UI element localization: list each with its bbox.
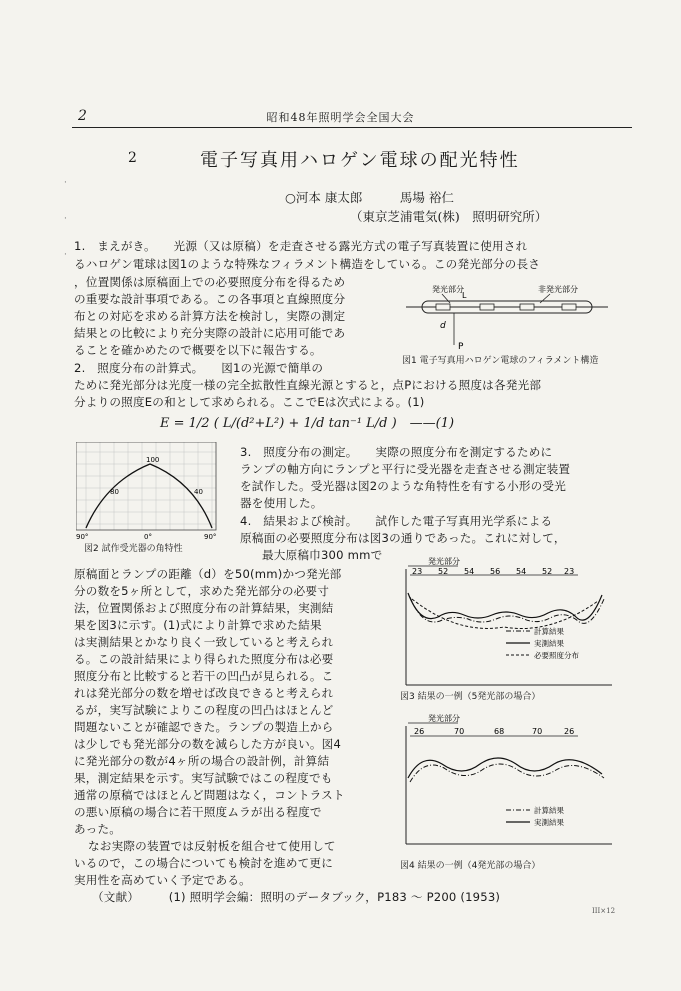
fig2-value-label: 40: [194, 488, 203, 496]
text-line: 分よりの照度Eの和として求められる。ここでEは次式による。(1): [74, 395, 425, 409]
text-line: 2. 照度分布の計算式。 図1の光源で簡単の: [74, 361, 324, 375]
figure-4: [398, 712, 620, 848]
text-line: ランプの軸方向にランプと平行に受光器を走査させる測定装置: [240, 462, 571, 476]
text-line: 器を使用した。: [240, 496, 323, 510]
text-line: 1. まえがき。 光源（又は原稿）を走査させる露光方式の電子写真装置に使用され: [74, 239, 528, 253]
fig4-legend-item: 実測結果: [534, 818, 564, 827]
fig4-segment-label: 26: [564, 727, 575, 736]
fig3-segment-label: 56: [490, 567, 501, 576]
fig3-segment-label: 54: [464, 567, 475, 576]
fig3-segment-label: 23: [412, 567, 423, 576]
leader-line: [442, 294, 450, 303]
fig1-d-label: d: [440, 321, 446, 331]
fig4-segment-label: 26: [414, 727, 425, 736]
references: （文献） (1) 照明学会編：照明のデータブック，P183 〜 P200 (1953): [92, 890, 501, 904]
text-line: 分の数を5ヶ所として，求めた発光部分の必要寸: [74, 584, 330, 598]
fig4-top-label: 発光部分: [428, 714, 460, 723]
filament-coil: [562, 304, 576, 310]
text-line: は実測結果とかなり良く一致していると考えられ: [74, 635, 334, 649]
fig4-measured-curve: [410, 764, 604, 782]
angular-response-curve: [86, 464, 212, 528]
text-line: 原稿面の必要照度分布は図3の通りであった。これに対して，: [240, 531, 566, 545]
paper-title: 電子写真用ハロゲン電球の配光特性: [200, 150, 520, 171]
margin-mark: ·: [64, 178, 67, 188]
text-line: るが，実写試験によりこの程度の凹凸はほとんど: [74, 703, 334, 717]
text-line: れは発光部分の数を増せば改良できると考えられ: [74, 686, 334, 700]
authors: ○河本 康太郎 馬場 裕仁: [285, 190, 454, 205]
text-line: 最大原稿巾300 mmで: [262, 548, 383, 562]
text-line: 3. 照度分布の測定。 実際の照度分布を測定するために: [240, 445, 553, 459]
text-line: 4. 結果および検討。 試作した電子写真用光学系による: [240, 514, 553, 528]
leader-line: [540, 294, 550, 303]
text-line: 原稿面とランプの距離（d）を50(mm)かつ発光部: [74, 567, 342, 581]
fig3-legend-item: 実測結果: [534, 639, 564, 648]
fig2-tick-label: 0°: [144, 533, 152, 541]
text-line: 照度分布と比較すると若干の凹凸が見られる。こ: [74, 669, 334, 683]
figure-1: [400, 283, 610, 353]
text-line: るハロゲン電球は図1のような特殊なフィラメント構造をしている。この発光部分の長さ: [74, 257, 541, 271]
text-line: 果，測定結果を示す。実写試験ではこの程度でも: [74, 771, 333, 785]
conference-title: 昭和48年照明学会全国大会: [266, 111, 415, 124]
text-line: に発光部分の数が4ヶ所の場合の設計例，計算結: [74, 754, 330, 768]
fig3-required-curve: [412, 599, 598, 629]
fig1-L-label: L: [462, 291, 467, 300]
text-line: は少しでも発光部分の数を減らした方が良い。図4: [74, 737, 342, 751]
text-line: の悪い原稿の場合に若干照度ムラが出る程度で: [74, 805, 322, 819]
text-line: ることを確かめたので概要を以下に報告する。: [74, 343, 322, 357]
fig1-p-label: P: [458, 342, 464, 352]
figure-3-caption: 図3 結果の一例（5発光部の場合）: [400, 692, 541, 702]
text-line: 布との対応を求める計算方法を検討し，実際の測定: [74, 309, 346, 323]
figure-3: [398, 555, 620, 687]
figure-2-caption: 図2 試作受光器の角特性: [84, 544, 183, 554]
fig2-value-label: 80: [110, 488, 119, 496]
fig4-segment-label: 70: [532, 727, 543, 736]
text-line: なお実際の装置では反射板を組合せて使用して: [88, 839, 336, 853]
fig4-calc-curve: [408, 758, 602, 778]
figure-2: [76, 442, 226, 542]
fig3-top-label: 発光部分: [428, 557, 460, 566]
fig1-emitting-label: 発光部分: [432, 285, 464, 294]
equation-1: E = 1/2 ( L/(d²+L²) + 1/d tan⁻¹ L/d ) ——(1): [160, 416, 455, 431]
header-rule: [72, 127, 632, 128]
fig3-segment-label: 52: [438, 567, 449, 576]
page-stamp: III×12: [592, 907, 616, 915]
fig3-segment-label: 23: [564, 567, 575, 576]
figure-4-caption: 図4 結果の一例（4発光部の場合）: [400, 861, 541, 871]
fig3-measured-curve: [410, 597, 604, 623]
fig2-tick-label: 90°: [204, 533, 217, 541]
text-line: ために発光部分は光度一様の完全拡散性直線光源とすると，点Pにおける照度は各発光部: [74, 378, 542, 392]
fig3-segment-label: 54: [516, 567, 527, 576]
filament-coil: [520, 304, 534, 310]
margin-mark: ·: [64, 250, 67, 260]
margin-mark: ·: [64, 214, 67, 224]
affiliation: （東京芝浦電気(株) 照明研究所）: [350, 209, 548, 224]
fig3-legend-item: 計算結果: [534, 627, 564, 636]
text-line: の重要な設計事項である。この各事項と直線照度分: [74, 292, 346, 306]
text-line: ，位置関係は原稿面上での必要照度分布を得るため: [74, 275, 346, 289]
page-number: 2: [78, 108, 87, 124]
fig3-segment-label: 52: [542, 567, 553, 576]
filament-coil: [436, 304, 450, 310]
text-line: 実用性を高めていく予定である。: [74, 873, 251, 887]
fig4-segment-label: 70: [454, 727, 465, 736]
text-line: を試作した。受光器は図2のような角特性を有する小形の受光: [240, 479, 567, 493]
section-number: 2: [128, 150, 137, 166]
figure-1-caption: 図1 電子写真用ハロゲン電球のフィラメント構造: [402, 356, 599, 366]
fig4-legend-item: 計算結果: [534, 806, 564, 815]
fig2-tick-label: 90°: [76, 533, 89, 541]
text-line: あった。: [74, 822, 122, 836]
text-line: る。この設計結果により得られた照度分布は必要: [74, 652, 334, 666]
fig1-nonemitting-label: 非発光部分: [538, 285, 578, 294]
text-line: 法，位置関係および照度分布の計算結果，実測結: [74, 601, 334, 615]
text-line: 通常の原稿ではほとんど問題はなく，コントラスト: [74, 788, 345, 802]
text-line: 結果との比較により充分実際の設計に応用可能であ: [74, 326, 346, 340]
fig3-legend-item: 必要照度分布: [534, 651, 579, 660]
fig4-segment-label: 68: [494, 727, 505, 736]
text-line: 問題ないことが確認できた。ランプの製造上から: [74, 720, 334, 734]
filament-coil: [480, 304, 494, 310]
text-line: いるので，この場合についても検討を進めて更に: [74, 856, 334, 870]
text-line: 果を図3に示す。(1)式により計算で求めた結果: [74, 618, 322, 632]
fig2-value-label: 100: [146, 456, 160, 464]
